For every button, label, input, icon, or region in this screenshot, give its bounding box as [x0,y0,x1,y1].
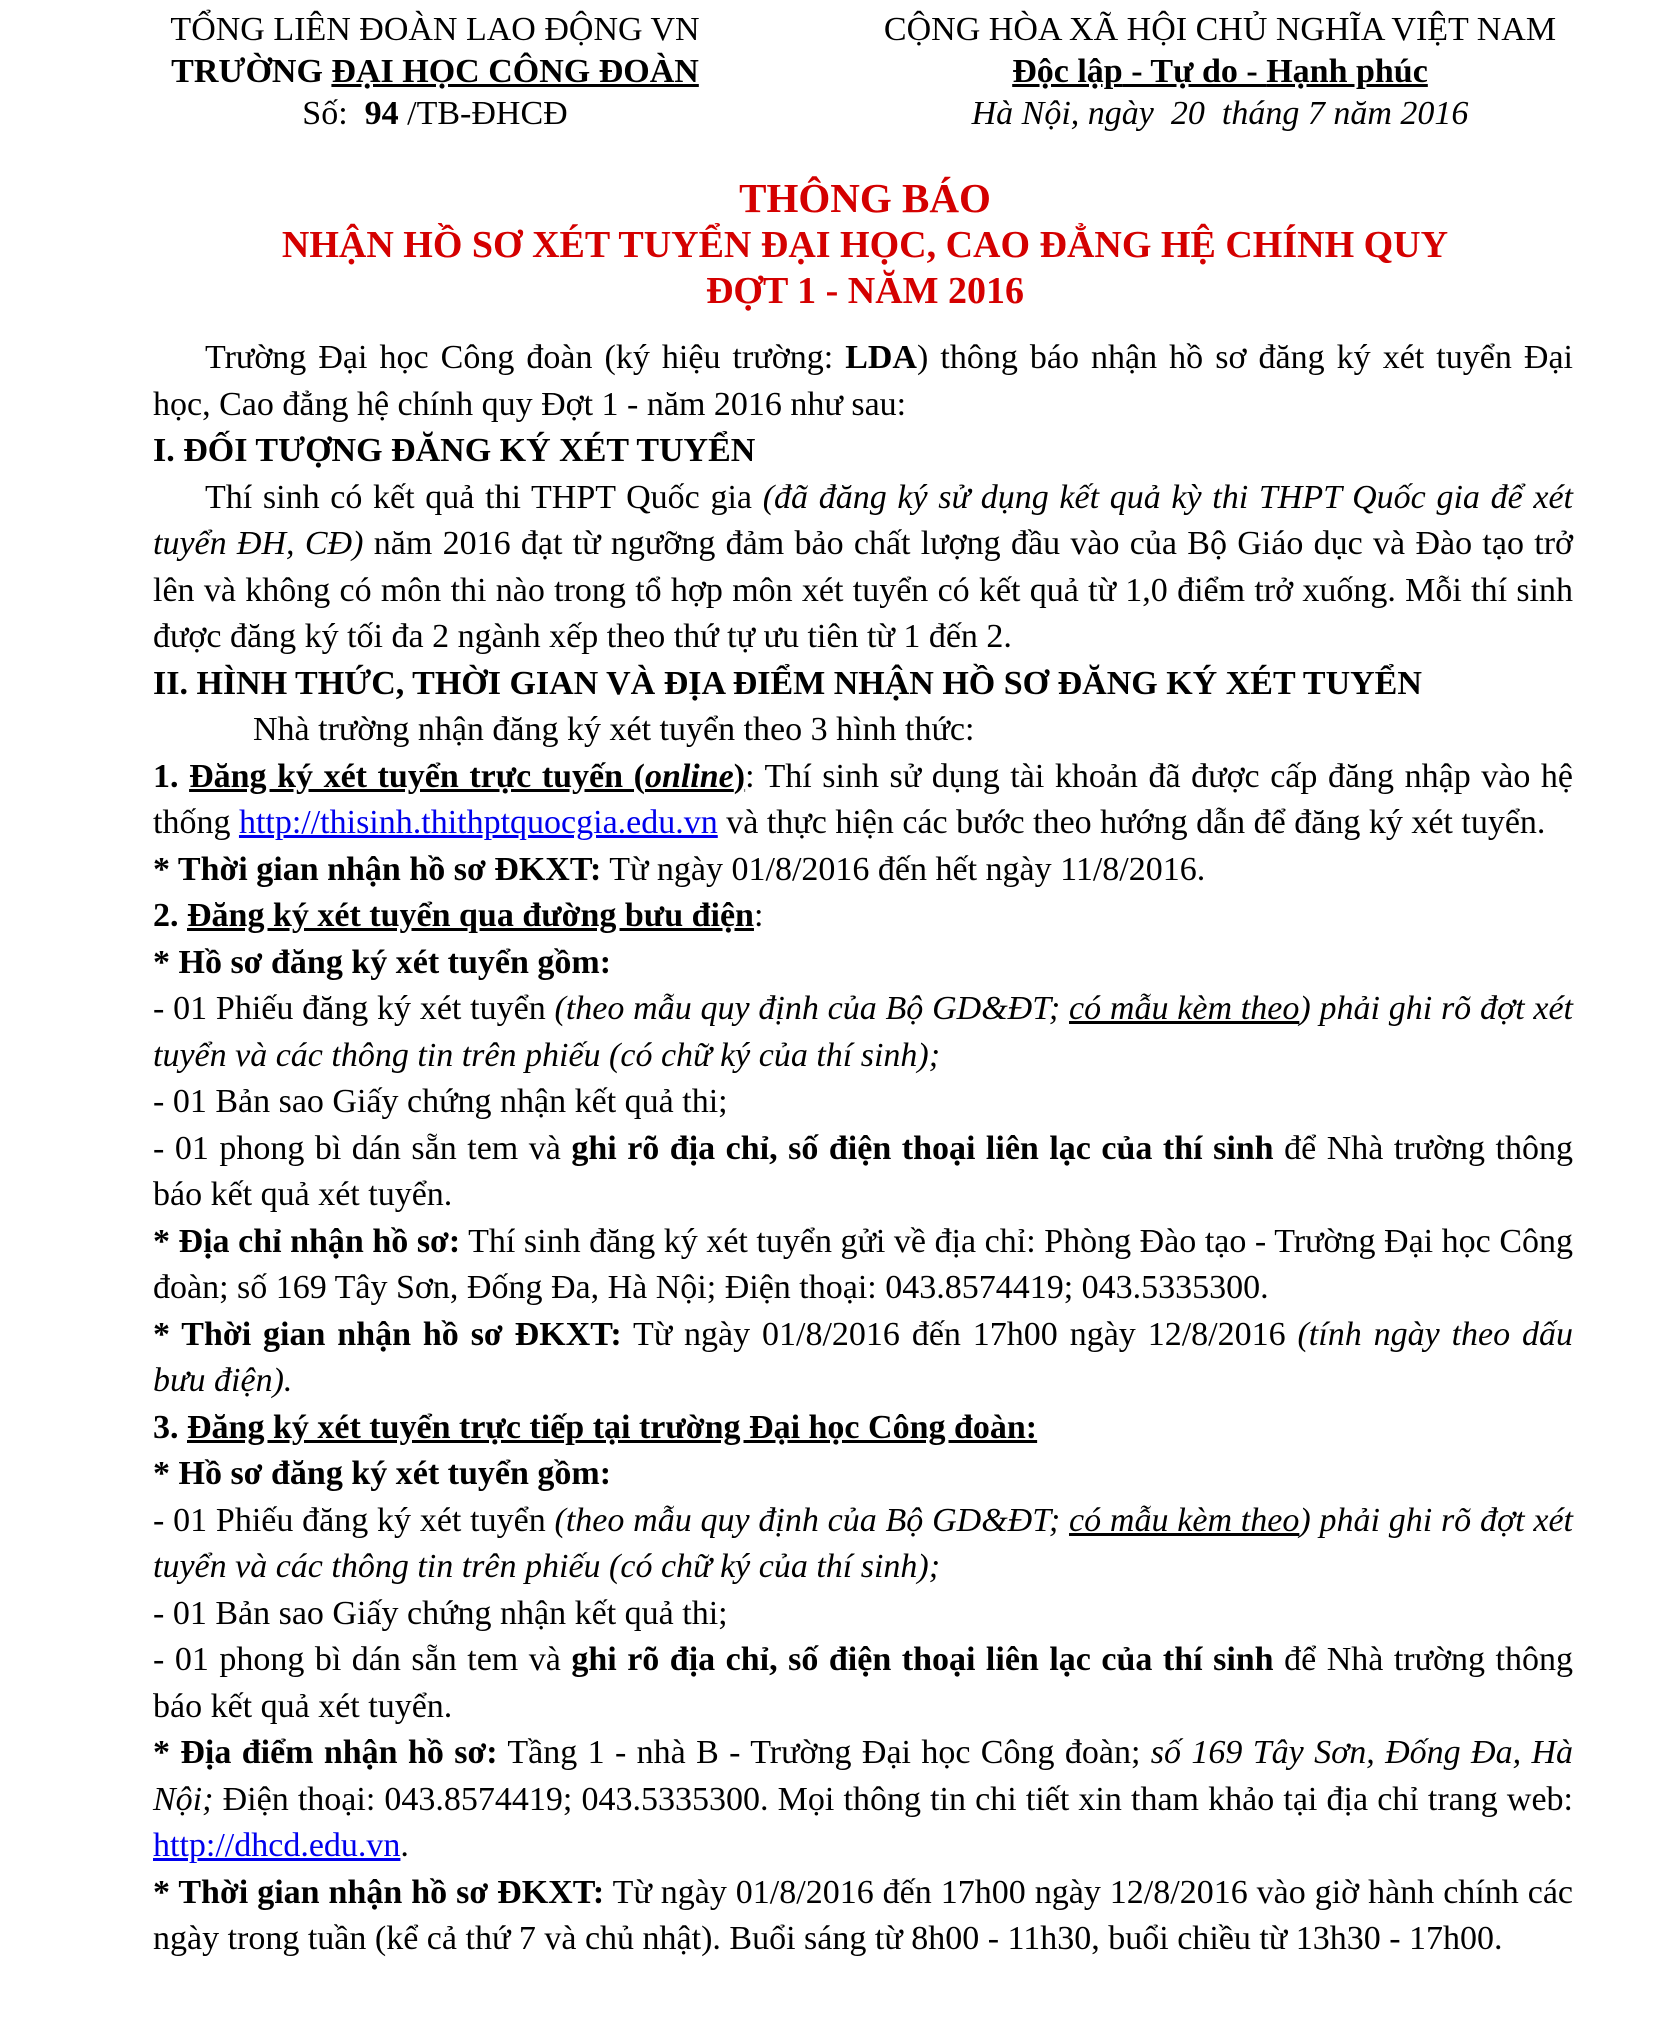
federation-name: TỔNG LIÊN ĐOÀN LAO ĐỘNG VN [170,11,700,48]
intro-post: ) thông báo nhận hồ sơ đăng ký xét tuyển Đại học, Cao đẳng hệ chính quy Đợt 1 - năm 2016 như sau: [153,339,1573,423]
method-2-item-1 [153,986,1573,1079]
method-3-title: Đăng ký xét tuyển trực tiếp tại trường Đại học Công đoàn: [187,1408,1038,1446]
university-prefix: TRƯỜNG [171,53,332,90]
method-1-number: 1. [153,757,190,795]
method-3-number: 3. [153,1408,187,1446]
state-motto [840,51,1600,93]
number-value: 94 [364,95,399,132]
method-3-place-b: Điện thoại: 043.8574419; 043.5335300. Mọi thông tin chi tiết xin tham khảo tại địa chỉ trang web: [213,1780,1573,1818]
method-2-item-3-post: để Nhà trường thông báo kết quả xét tuyển. [153,1129,1573,1213]
title-line-3: ĐỢT 1 - NĂM 2016 [705,270,1025,312]
method-1-title-online: online [644,757,734,795]
state-name: CỘNG HÒA XÃ HỘI CHỦ NGHĨA VIỆT NAM [883,11,1557,48]
section-1-post: năm 2016 đạt từ ngưỡng đảm bảo chất lượng đầu vào của Bộ Giáo dục và Đào tạo trở lên và không có môn thi nào trong tổ hợp môn xét tuyển có kết quả từ 1,0 điểm trở xuống. Mỗi thí sinh được đăng ký tối đa 2 ngành xếp theo thứ tự ưu tiên từ 1 đến 2. [153,525,1573,655]
section-1-heading: I. ĐỐI TƯỢNG ĐĂNG KÝ XÉT TUYỂN [153,432,756,469]
method-1-text-end: và thực hiện các bước theo hướng dẫn để đăng ký xét tuyển. [717,804,1546,841]
section-1-paragraph [153,475,1573,661]
method-3-item-1-italic-b: ) phải ghi rõ đợt xét tuyển và các thông tin trên phiếu (có chữ ký của thí sinh); [153,1501,1573,1585]
title-line-2: NHẬN HỒ SƠ XÉT TUYỂN ĐẠI HỌC, CAO ĐẲNG HỆ CHÍNH QUY [281,224,1449,266]
method-3-time-value: Từ ngày 01/8/2016 đến 17h00 ngày 12/8/2016 vào giờ hành chính các ngày trong tuần (kể cả thứ 7 và chủ nhật). Buổi sáng từ 8h00 - 11h30, buổi chiều từ 13h30 - 17h00. [153,1873,1573,1957]
state-block [840,9,1600,135]
method-1-title-b: ) [733,757,746,795]
method-3-item-3-pre: - 01 phong bì dán sẵn tem và [153,1641,572,1678]
intro-pre: Trường Đại học Công đoàn (ký hiệu trường: [205,339,846,376]
method-2-item-1-underlined: có mẫu kèm theo [1069,990,1300,1027]
method-3-item-1-underlined: có mẫu kèm theo [1069,1501,1300,1539]
method-3-place-a: Tầng 1 - nhà B - Trường Đại học Công đoàn; [497,1734,1151,1771]
school-code: LDA [845,339,917,376]
method-1-title-a: Đăng ký xét tuyển trực tuyến ( [189,757,645,795]
method-3-place-end: . [400,1827,409,1864]
section-2-heading: II. HÌNH THỨC, THỜI GIAN VÀ ĐỊA ĐIỂM NHẬN HỒ SƠ ĐĂNG KÝ XÉT TUYỂN [153,664,1422,702]
method-2-colon: : [753,897,764,934]
method-2-time-value: Từ ngày 01/8/2016 đến 17h00 ngày 12/8/2016 [621,1315,1298,1353]
method-3-time-label: * Thời gian nhận hồ sơ ĐKXT: [153,1873,605,1911]
issuer-block [150,9,720,135]
method-3-item-1-pre: - 01 Phiếu đăng ký xét tuyển [153,1501,555,1539]
method-3-item-3 [153,1637,1573,1730]
method-1-paragraph [153,754,1573,847]
intro-paragraph [153,335,1573,428]
method-2-address-label: * Địa chỉ nhận hồ sơ: [153,1222,461,1260]
method-3-docs-label: * Hồ sơ đăng ký xét tuyển gồm: [153,1455,612,1492]
method-3-item-1 [153,1498,1573,1591]
method-1-time [153,847,1573,894]
method-2-item-3-pre: - 01 phong bì dán sẵn tem và [153,1129,572,1167]
method-2-address [153,1219,1573,1312]
method-2-docs-label: * Hồ sơ đăng ký xét tuyển gồm: [153,943,612,981]
section-1-pre: Thí sinh có kết quả thi THPT Quốc gia [205,478,763,516]
method-2-item-1-pre: - 01 Phiếu đăng ký xét tuyển [153,990,555,1027]
motto-part-b: - Tự do - [1122,53,1267,90]
method-3-item-3-post: để Nhà trường thông báo kết quả xét tuyển. [153,1641,1573,1725]
method-2-time-italic: (tính ngày theo dấu bưu điện). [153,1315,1574,1399]
method-2-address-value: Thí sinh đăng ký xét tuyển gửi về địa chỉ: Phòng Đào tạo - Trường Đại học Công đoàn; số 169 Tây Sơn, Đống Đa, Hà Nội; Điện thoại: 043.8574419; 043.5335300. [153,1222,1574,1306]
method-3-time [153,1870,1573,1963]
method-3-item-1-italic-a: (theo mẫu quy định của Bộ GD&ĐT; [554,1501,1070,1539]
university-name [150,51,720,93]
issue-date: Hà Nội, ngày 20 tháng 7 năm 2016 [971,95,1469,132]
method-2-item-1-italic-b: ) phải ghi rõ đợt xét tuyển và các thông tin trên phiếu (có chữ ký của thí sinh); [153,990,1573,1074]
method-2-item-3 [153,1126,1573,1219]
method-3-item-3-bold: ghi rõ địa chỉ, số điện thoại liên lạc của thí sinh [571,1641,1274,1678]
notice-body [153,335,1573,1963]
method-3-heading [153,1405,1573,1452]
method-2-item-3-bold: ghi rõ địa chỉ, số điện thoại liên lạc của thí sinh [571,1129,1274,1167]
method-2-number: 2. [153,897,187,934]
method-2-time [153,1312,1573,1405]
number-suffix: /TB-ĐHCĐ [407,95,568,132]
method-2-time-label: * Thời gian nhận hồ sơ ĐKXT: [153,1315,622,1353]
method-3-place-italic: số 169 Tây Sơn, Đống Đa, Hà Nội; [153,1734,1573,1818]
number-label: Số: [302,95,348,132]
method-1-time-value: Từ ngày 01/8/2016 đến hết ngày 11/8/2016. [601,850,1206,888]
title-line-1: THÔNG BÁO [739,175,991,221]
document-number [150,93,720,135]
registration-portal-link[interactable]: http://thisinh.thithptquocgia.edu.vn [238,804,718,841]
section-1-italic: (đã đăng ký sử dụng kết quả kỳ thi THPT Quốc gia để xét tuyển ĐH, CĐ) [153,478,1573,562]
method-1-time-label: * Thời gian nhận hồ sơ ĐKXT: [153,850,602,888]
method-2-heading [153,893,1573,940]
method-2-item-2: - 01 Bản sao Giấy chứng nhận kết quả thi; [153,1083,728,1120]
method-2-item-1-italic-a: (theo mẫu quy định của Bộ GD&ĐT; [554,990,1070,1027]
method-3-place-label: * Địa điểm nhận hồ sơ: [153,1734,498,1771]
motto-part-c: Hạnh phúc [1266,53,1428,90]
method-2-title: Đăng ký xét tuyển qua đường bưu điện [187,897,754,934]
section-2-intro: Nhà trường nhận đăng ký xét tuyển theo 3 hình thức: [253,711,975,748]
method-3-place [153,1730,1573,1870]
method-1-title [189,758,745,795]
motto-part-a: Độc lập [1012,53,1123,90]
university-name-underlined: ĐẠI HỌC CÔNG ĐOÀN [331,53,699,90]
notice-title [150,175,1580,314]
method-3-item-2: - 01 Bản sao Giấy chứng nhận kết quả thi; [153,1594,728,1632]
method-1-text: : Thí sinh sử dụng tài khoản đã được cấp đăng nhập vào hệ thống [153,757,1574,841]
university-website-link[interactable]: http://dhcd.edu.vn [153,1827,401,1864]
